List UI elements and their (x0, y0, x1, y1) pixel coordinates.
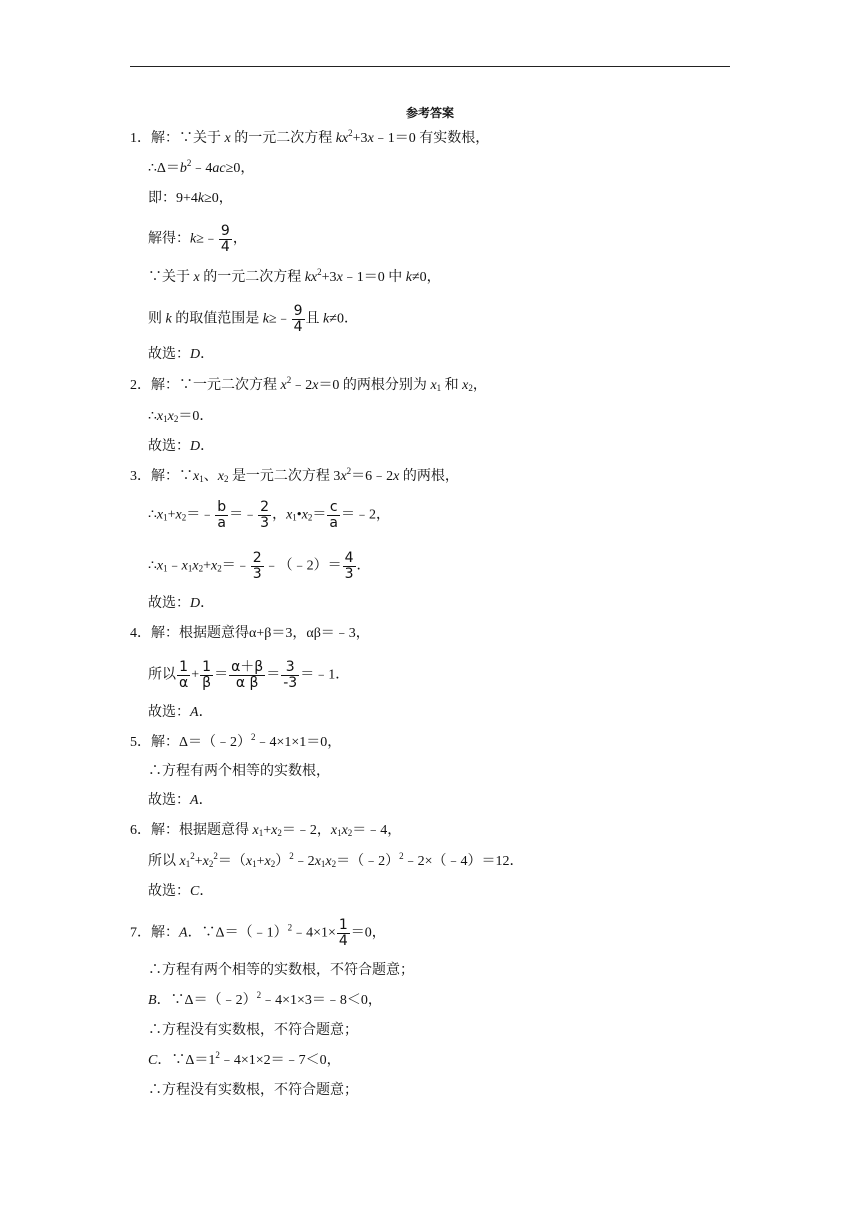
q3-line-1: 3．解：$\because x_1$、$x_2$ 是一元二次方程 $3x^2=6﹣2x$ 的两根， (130, 466, 459, 484)
fraction: $\frac{c}{a}$ (329, 499, 339, 531)
fraction: $\frac{1}{4}$ (338, 917, 348, 949)
q7-line-4: ∴方程没有实数根，不符合题意； (148, 1023, 358, 1038)
q3-line-3: $\therefore x_1﹣x_1x_2+x_2=﹣$ $\frac{2}{3}$ ﹣（﹣2）＝ $\frac{4}{3}$ ． (148, 550, 371, 582)
q4-line-1: 4．解：根据题意得α+β＝3，αβ＝﹣3， (130, 626, 370, 641)
q1-line-2: $\therefore\Delta=b^2﹣4ac\ge 0$， (148, 158, 255, 176)
q1-line-3: 即：9+4k≥0， (148, 191, 233, 206)
fraction: $\frac{9}{4}$ (220, 223, 230, 255)
fraction: $\frac{2}{3}$ (260, 499, 270, 531)
q3-answer: 故选：D． (148, 596, 215, 611)
q7-line-6: ∴方程没有实数根，不符合题意； (148, 1083, 358, 1098)
fraction: $\frac{2}{3}$ (252, 550, 262, 582)
q7-line-2: ∴方程有两个相等的实数根，不符合题意； (148, 963, 414, 978)
fraction: $\frac{1}{\beta}$ (202, 659, 212, 691)
q2-answer: 故选：D． (148, 439, 215, 454)
q2-line-2: $\therefore x_1x_2=0$． (148, 409, 214, 424)
q1-line-6: 则 k 的取值范围是 k≥﹣ $\frac{9}{4}$ 且 k≠0． (148, 303, 358, 335)
q4-line-2: 所以 $\frac{1}{\alpha}$ + $\frac{1}{\beta}$ ＝ $\frac{\alpha+\beta}{\text{α β}}$ ＝ $\frac{3}{-3}$ ＝﹣1． (148, 659, 350, 691)
q6-line-1: 6．解：根据题意得 $x_1+x_2=﹣2$，$x_1x_2=﹣4$， (130, 823, 402, 838)
q7-line-1: 7．解：A．∵Δ＝（﹣1）$^2$﹣4×1× $\frac{1}{4}$ ＝0， (130, 917, 386, 949)
header-rule (130, 66, 730, 67)
q7-line-3: B．∵Δ＝（﹣2）$^2$﹣4×1×3＝﹣8＜0， (148, 990, 382, 1008)
fraction: $\frac{9}{4}$ (293, 303, 303, 335)
q5-line-1: 5．解：Δ＝（﹣2）$^2$﹣4×1×1＝0， (130, 732, 342, 750)
fraction: $\frac{1}{\alpha}$ (179, 659, 189, 691)
q1-answer: 故选：D． (148, 347, 215, 362)
fraction: $\frac{3}{-3}$ (283, 659, 298, 691)
q1-line-4: 解得：k≥﹣ $\frac{9}{4}$ ， (148, 223, 247, 255)
q1-line-1: 1．解：∵关于 x 的一元二次方程 $kx^2+3x﹣1=0$ 有实数根， (130, 128, 490, 146)
q4-answer: 故选：A． (148, 705, 213, 720)
fraction: $\frac{4}{3}$ (344, 550, 354, 582)
q1-line-5: ∵关于 x 的一元二次方程 $kx^2+3x﹣1=0$ 中 k≠0， (148, 267, 441, 285)
q3-line-2: $\therefore x_1+x_2=﹣$ $\frac{b}{a}$ ＝﹣ $\frac{2}{3}$ ，$x_1•x_2=$ $\frac{c}{a}$ ＝﹣2， (148, 499, 391, 531)
q7-line-5: C．$\because\Delta=1^2﹣4\times 1\times 2=﹣7<0$， (148, 1050, 341, 1068)
q2-line-1: 2．解：∵一元二次方程 $x^2﹣2x=0$ 的两根分别为 $x_1$ 和 $x_2$， (130, 375, 487, 393)
q6-line-2: 所以 $x_1^2+x_2^2=(x_1+x_2)^2﹣2x_1x_2=(﹣2)^2﹣2\times(﹣4)=12$． (148, 851, 524, 869)
q5-line-2: ∴方程有两个相等的实数根， (148, 764, 330, 779)
fraction: $\frac{b}{a}$ (217, 499, 227, 531)
q6-answer: 故选：C． (148, 884, 214, 899)
fraction: $\frac{\alpha+\beta}{\text{α β}}$ (231, 659, 264, 691)
page-title: 参考答案 (405, 106, 454, 120)
q5-answer: 故选：A． (148, 793, 213, 808)
